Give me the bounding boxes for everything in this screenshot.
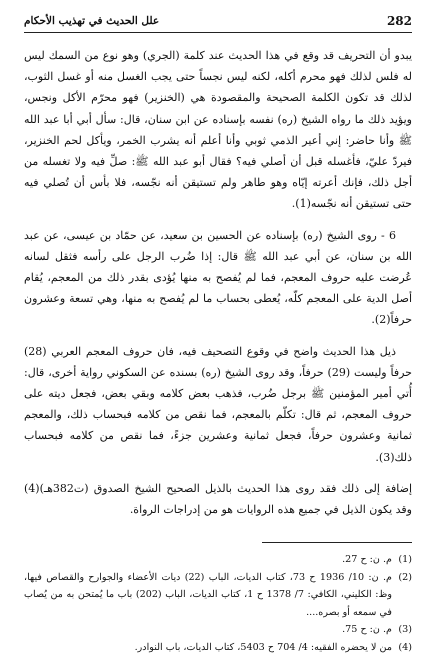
- footnote-separator: [262, 542, 412, 543]
- paragraph-2: 6 - روى الشيخ (ره) بإسناده عن الحسين بن سعيد، عن حمّاد بن عيسى، عن عبد الله بن سنان، عن أبي عبد الله ﷺ قال: إذا ضُرب الرجل على رأسه فثقل لسانه عُرضت عليه حروف المعجم، فما لم يُفصح به منها يُؤدى بقدر ذلك من المعجم، يُقام أصل الدية على المعجم كلّه، يُعطى بحساب ما لم يُفصح به منها، وهي تسعة وعشرون حرفاً(2).: [24, 228, 412, 327]
- footnote-text: من لا يحضره الفقيه: 4/ 704 ح 5403، كتاب الديات، باب النوادر.: [134, 641, 392, 653]
- footnote-number: (2): [398, 571, 412, 583]
- footnote-2: [24, 569, 412, 622]
- footnote-1: [24, 551, 412, 569]
- footnotes: [24, 551, 412, 656]
- footnote-text: م. ن: 10/ 1936 ح 73، كتاب الديات، الباب (22) ديات الأعضاء والجوارح والقصاص فيها، وظ: الكليني، الكافي: 7/ 1378 ح 1، كتاب الديات، الباب (202) باب ما يُمتحن به من يُصاب في سمعه أو بصره....: [24, 571, 392, 618]
- footnote-4: [24, 639, 412, 656]
- footnote-text: م. ن: ح 75.: [342, 624, 392, 636]
- running-header: [24, 10, 412, 33]
- footnote-number: (1): [398, 554, 412, 566]
- paragraph-4: إضافة إلى ذلك فقد روى هذا الحديث بالذيل الصحيح الشيخ الصدوق (ت382هـ)(4) وقد يكون الذيل في جميع هذه الروايات هو من إدراجات الرواة.: [24, 481, 412, 517]
- footnote-number: (4): [398, 641, 412, 653]
- footnote-number: (3): [398, 624, 412, 636]
- paragraph-1: يبدو أن التحريف قد وقع في هذا الحديث عند كلمة (الجري) وهو نوع من السمك ليس له فلس لذلك فهو محرم أكله، لكنه ليس نجساً حتى يجب الغسل منه أو غسل الثوب، لذلك قد تكون الكلمة الصحيحة والمقصودة هي (الخنزير) فهو محرّم الأكل ونجس، ويؤيد ذلك ما رواه الشيخ (ره) نفسه بإسناده عن ابن سنان، قال: سأل أبي أبا عبد الله ﷺ وأنا حاضر: إني أعير الذمي ثوبي وأنا أعلم أنه يشرب الخمر، ويأكل لحم الخنزير، فيردّ عليّ، فأغسله قبل أن أصلي فيه؟ فقال أبو عبد الله ﷺ: صلِّ فيه ولا تغسله من أجل ذلك، فإنك أعرته إيّاه وهو طاهر ولم تستيقن أنه نجّسه، فلا بأس أن تُصلي فيه حتى تستيقن أنه نجّسه(1).: [24, 49, 413, 211]
- main-text: [24, 45, 412, 520]
- page-number: 282: [386, 14, 412, 28]
- paragraph-3: ذيل هذا الحديث واضح في وقوع التصحيف فيه، فان حروف المعجم العربي (28) حرفاً وليست (29) حرفاً، وقد روى الشيخ (ره) بسنده عن السكوني رواية أخرى، قال: أُتي أمير المؤمنين ﷺ برجل ضُرب، فذهب بعض كلامه وبقي بعض، فجعل ديته على حروف المعجم، ثم قال: تكلّم بالمعجم، فما نقص من كلامه فبحساب ذلك، والمعجم ثمانية وعشرون حرفاً، فجعل ثمانية وعشرين جزءً، فما نقص من كلامه فبحساب ذلك(3).: [24, 344, 412, 464]
- footnote-text: م. ن: ح 27.: [342, 554, 392, 566]
- footnote-3: [24, 621, 412, 639]
- book-title: علل الحديث في تهذيب الأحكام: [24, 15, 160, 27]
